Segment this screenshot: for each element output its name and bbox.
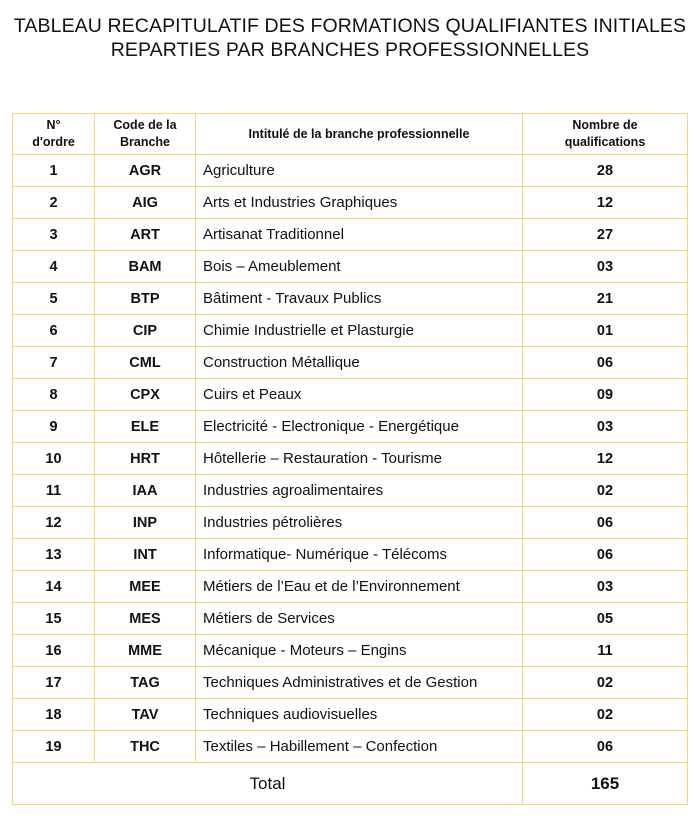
table-row bbox=[13, 731, 688, 763]
table-row bbox=[13, 475, 688, 507]
qualification-count: 11 bbox=[523, 635, 688, 667]
row-number: 14 bbox=[13, 571, 95, 603]
row-number: 4 bbox=[13, 251, 95, 283]
branch-code: ELE bbox=[95, 411, 196, 443]
branch-code: HRT bbox=[95, 443, 196, 475]
table-row bbox=[13, 411, 688, 443]
qualification-count: 12 bbox=[523, 187, 688, 219]
qualification-count: 03 bbox=[523, 571, 688, 603]
branch-code: INT bbox=[95, 539, 196, 571]
branch-label: Métiers de l’Eau et de l’Environnement bbox=[196, 571, 523, 603]
branch-code: AIG bbox=[95, 187, 196, 219]
table-row bbox=[13, 219, 688, 251]
branch-label: Techniques Administratives et de Gestion bbox=[196, 667, 523, 699]
row-number: 10 bbox=[13, 443, 95, 475]
header-num-line2: d'ordre bbox=[32, 135, 75, 149]
branch-label: Industries pétrolières bbox=[196, 507, 523, 539]
title-line-2: REPARTIES PAR BRANCHES PROFESSIONNELLES bbox=[110, 39, 590, 61]
table-row bbox=[13, 667, 688, 699]
header-code-line2: Branche bbox=[119, 135, 171, 149]
table-row bbox=[13, 283, 688, 315]
qualification-count: 09 bbox=[523, 379, 688, 411]
row-number: 3 bbox=[13, 219, 95, 251]
branch-label: Bâtiment - Travaux Publics bbox=[196, 283, 523, 315]
branch-label: Construction Métallique bbox=[196, 347, 523, 379]
table-row bbox=[13, 571, 688, 603]
qualification-count: 06 bbox=[523, 539, 688, 571]
table-row bbox=[13, 187, 688, 219]
branch-code: MES bbox=[95, 603, 196, 635]
row-number: 11 bbox=[13, 475, 95, 507]
qualification-count: 02 bbox=[523, 667, 688, 699]
row-number: 5 bbox=[13, 283, 95, 315]
row-number: 9 bbox=[13, 411, 95, 443]
branch-code: MME bbox=[95, 635, 196, 667]
branch-label: Textiles – Habillement – Confection bbox=[196, 731, 523, 763]
qualification-count: 01 bbox=[523, 315, 688, 347]
page-title bbox=[0, 14, 700, 62]
qualification-count: 06 bbox=[523, 507, 688, 539]
qualification-count: 21 bbox=[523, 283, 688, 315]
branch-code: ART bbox=[95, 219, 196, 251]
branch-code: INP bbox=[95, 507, 196, 539]
table-row bbox=[13, 635, 688, 667]
total-row bbox=[13, 763, 688, 805]
branch-label: Informatique- Numérique - Télécoms bbox=[196, 539, 523, 571]
branch-label: Agriculture bbox=[196, 155, 523, 187]
row-number: 6 bbox=[13, 315, 95, 347]
qualification-count: 05 bbox=[523, 603, 688, 635]
header-code-line1: Code de la bbox=[113, 118, 177, 132]
branch-code: CPX bbox=[95, 379, 196, 411]
branch-code: IAA bbox=[95, 475, 196, 507]
table-row bbox=[13, 539, 688, 571]
qualification-count: 06 bbox=[523, 731, 688, 763]
row-number: 15 bbox=[13, 603, 95, 635]
branch-label: Electricité - Electronique - Energétique bbox=[196, 411, 523, 443]
header-num bbox=[13, 114, 95, 155]
branch-code: BAM bbox=[95, 251, 196, 283]
total-value: 165 bbox=[523, 763, 688, 805]
qualification-count: 03 bbox=[523, 411, 688, 443]
table-row bbox=[13, 507, 688, 539]
table-row bbox=[13, 443, 688, 475]
branch-label: Arts et Industries Graphiques bbox=[196, 187, 523, 219]
header-label: Intitulé de la branche professionnelle bbox=[196, 114, 523, 155]
header-code bbox=[95, 114, 196, 155]
branch-code: CML bbox=[95, 347, 196, 379]
table-row bbox=[13, 347, 688, 379]
header-count-line2: qualifications bbox=[564, 135, 646, 149]
branch-label: Métiers de Services bbox=[196, 603, 523, 635]
qualification-count: 02 bbox=[523, 699, 688, 731]
header-count bbox=[523, 114, 688, 155]
branch-label: Artisanat Traditionnel bbox=[196, 219, 523, 251]
row-number: 13 bbox=[13, 539, 95, 571]
branch-label: Mécanique - Moteurs – Engins bbox=[196, 635, 523, 667]
branch-code: TAG bbox=[95, 667, 196, 699]
branch-label: Techniques audiovisuelles bbox=[196, 699, 523, 731]
branch-code: TAV bbox=[95, 699, 196, 731]
branch-code: CIP bbox=[95, 315, 196, 347]
row-number: 12 bbox=[13, 507, 95, 539]
row-number: 8 bbox=[13, 379, 95, 411]
branch-label: Industries agroalimentaires bbox=[196, 475, 523, 507]
table-body bbox=[13, 155, 688, 763]
branch-label: Bois – Ameublement bbox=[196, 251, 523, 283]
branch-label: Hôtellerie – Restauration - Tourisme bbox=[196, 443, 523, 475]
branch-label: Chimie Industrielle et Plasturgie bbox=[196, 315, 523, 347]
row-number: 17 bbox=[13, 667, 95, 699]
row-number: 18 bbox=[13, 699, 95, 731]
header-count-line1: Nombre de bbox=[572, 118, 638, 132]
title-line-1: TABLEAU RECAPITULATIF DES FORMATIONS QUALIFIANTES INITIALES bbox=[13, 15, 687, 37]
row-number: 7 bbox=[13, 347, 95, 379]
qualification-count: 03 bbox=[523, 251, 688, 283]
branch-code: THC bbox=[95, 731, 196, 763]
table-row bbox=[13, 315, 688, 347]
table-row bbox=[13, 155, 688, 187]
branch-code: BTP bbox=[95, 283, 196, 315]
branch-label: Cuirs et Peaux bbox=[196, 379, 523, 411]
row-number: 19 bbox=[13, 731, 95, 763]
branch-code: MEE bbox=[95, 571, 196, 603]
branch-code: AGR bbox=[95, 155, 196, 187]
qualifications-table bbox=[12, 113, 688, 805]
table-row bbox=[13, 603, 688, 635]
header-num-line1: N° bbox=[46, 118, 61, 132]
qualification-count: 06 bbox=[523, 347, 688, 379]
table-row bbox=[13, 379, 688, 411]
row-number: 16 bbox=[13, 635, 95, 667]
qualification-count: 02 bbox=[523, 475, 688, 507]
table-row bbox=[13, 699, 688, 731]
qualification-count: 28 bbox=[523, 155, 688, 187]
total-label: Total bbox=[13, 763, 523, 805]
row-number: 2 bbox=[13, 187, 95, 219]
table-row bbox=[13, 251, 688, 283]
table-header-row bbox=[13, 114, 688, 155]
row-number: 1 bbox=[13, 155, 95, 187]
qualification-count: 27 bbox=[523, 219, 688, 251]
qualification-count: 12 bbox=[523, 443, 688, 475]
